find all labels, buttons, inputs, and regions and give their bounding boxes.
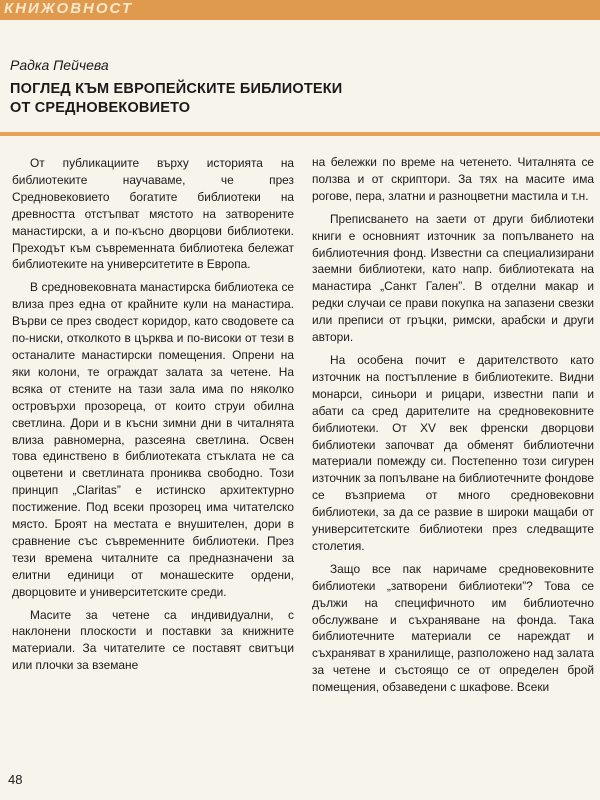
article-title (10, 80, 570, 118)
paragraph: Преписването на заети от други библиотеки книги е основният източник за попълването на библиотечния фонд. Известни са специализирани заемни библиотеки, като напр. библиотеката на манастира „Санкт Гален”. В отделни макар и редки случаи се прави покупка на запазени свезки или преписи от гръцки, римски, арабски и други автори. (312, 211, 594, 345)
paragraph: От публикациите върху историята на библиотеките научаваме, че през Средновековието богатите библиотеки на древността отстъпват мястото на затворените манастирски, а и по-късно дворцови библиотеки. Преходът към съвременната библиотека бележат библиотеките на университетите в Европа. (12, 156, 294, 272)
paragraph: В средновековната манастирска библиотека се влиза през една от крайните кули на манастира. Върви се през сводест коридор, като сводовете са по-ниски, отколкото в църква и по-високи от тези в останалите манастирски помещения. Опрени на яки колони, те ограждат залата за четене. На всяка от стените на тази зала има по няколко островърхи прозореца, от които струи обилна светлина. Дори и в късни зимни дни в читалнята влиза равномерна, разсеяна светлина. Освен това единствено в библиотеката стъклата не са оцветени и светлината прониква свободно. Този принцип „Claritas” е истинско архитектурно постижение. Под всеки прозорец има читателско място. Броят на местата е внушителен, дори в сравнение със съвременните библиотеки. През тези времена читалните са предназначени за елитни единици от монашеските ордени, дворцовите и университетските среди. (12, 280, 294, 599)
paragraph: на бележки по време на четенето. Читалнята се ползва и от скриптори. За тях на масите има рогове, пера, златни и разноцветни мастила и т.н. (312, 155, 594, 203)
left-column (12, 155, 294, 680)
paragraph: На особена почит е дарителството като източник на постъпление в библиотеките. Видни монарси, синьори и рицари, известни папи и абати са сред дарителите на средновековните библиотеки. От XV век френски дворцови библиотеки започват да обменят библиотечни материали помежду си. Постепенно този сигурен източник за попълване на библиотечните фондове се възприема от много средновековни библиотеки, за да се развие в широки мащаби от университетските библиотеки през следващите столетия. (312, 352, 594, 553)
article-author: Радка Пейчева (10, 57, 109, 73)
title-divider (0, 132, 600, 136)
right-column (312, 154, 594, 702)
article-title-line-2: ОТ СРЕДНОВЕКОВИЕТО (10, 100, 191, 116)
article-title-line-1: ПОГЛЕД КЪМ ЕВРОПЕЙСКИТЕ БИБЛИОТЕКИ (10, 81, 343, 97)
section-label: КНИЖОВНОСТ (4, 0, 133, 17)
page-number: 48 (8, 772, 23, 787)
paragraph: Защо все пак наричаме средновековните библиотеки „затворени библиотеки”? Това се дължи на специфичното им библиотечно обслужване и съхраняване на фонда. Така библиотечните материали се нареждат и съхраняват в хранилище, разположено над залата за четене и състоящо се от определен брой помещения, обзаведени с шкафове. Всеки (312, 561, 594, 695)
paragraph: Масите за четене са индивидуални, с наклонени плоскости и поставки за книжните материали. За читателите се поставят свитъци или плочки за вземане (12, 607, 294, 673)
section-header-bar (0, 0, 600, 20)
